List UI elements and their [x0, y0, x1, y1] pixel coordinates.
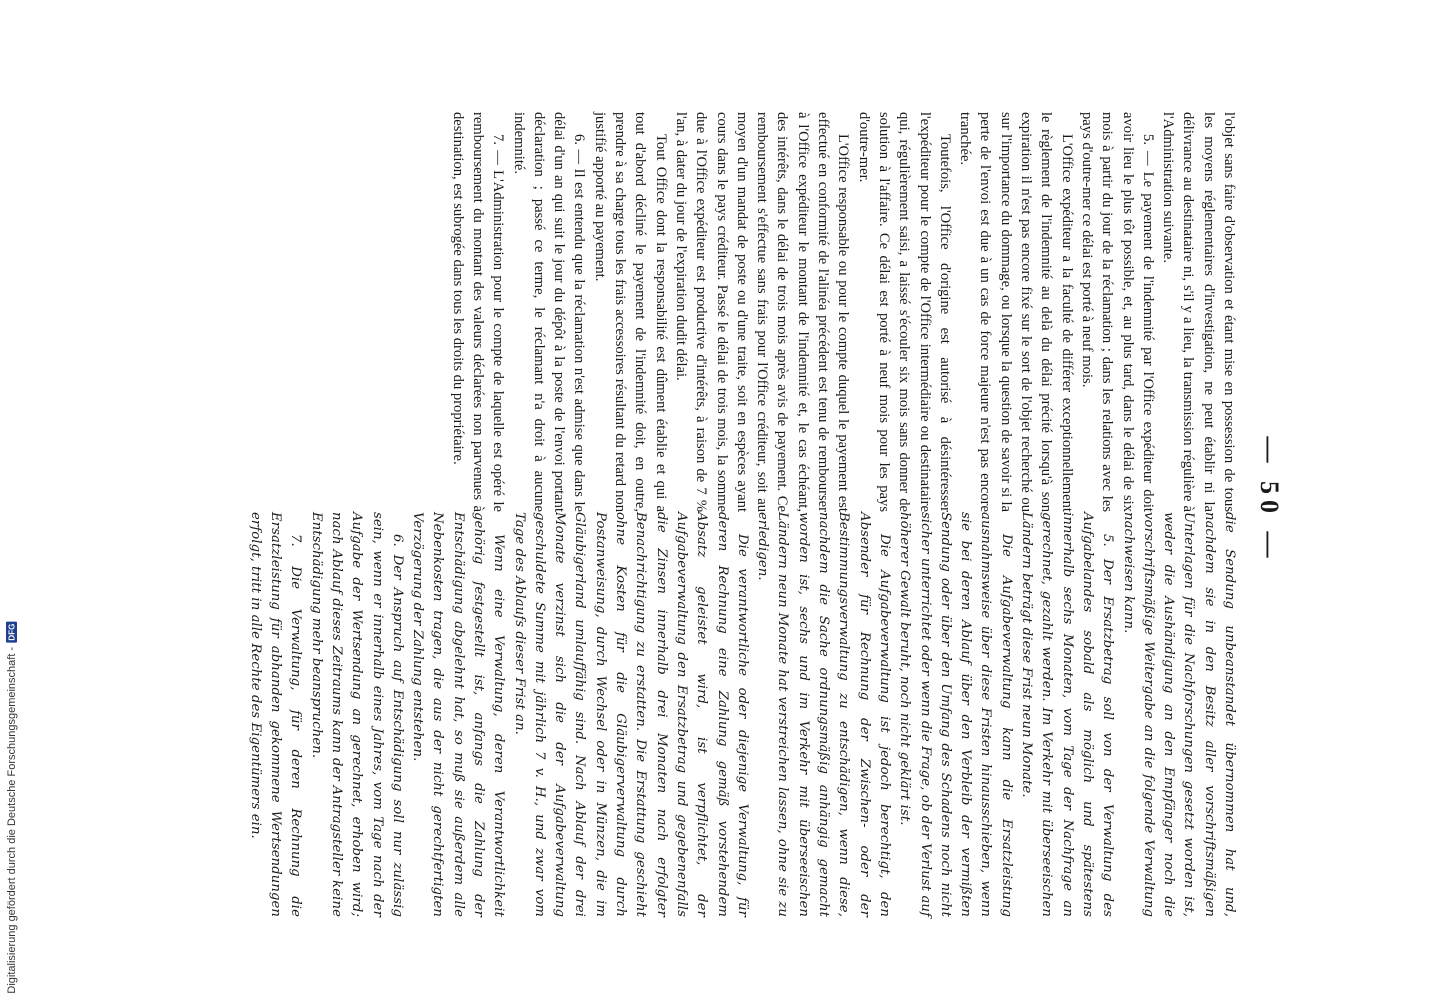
- german-column: [244, 512, 1239, 917]
- french-paragraph: L'Office responsable ou pour le compte duquel le payement est effectué en conformité de l'alinéa précédent est tenu de rembourser à l'Office expéditeur le montant de l'indemnité et, le cas échéant, des intérêts, dans le délai de trois mois après avis de payement. Ce remboursement s'effectue sans frais pour l'Office créditeur, soit au moyen d'un mandat de poste ou d'une traite, soit en espèces ayant cours dans le pays créditeur. Passé le délai de trois mois, la somme due à l'Office expéditeur est productive d'intérêts, à raison de 7 % l'an, à dater du jour de l'expiration dudit délai.: [672, 112, 852, 512]
- digitization-credit-text: Digitalisierung gefördert durch die Deutsche Forschungsgemeinschaft -: [6, 647, 18, 994]
- german-paragraph: 7. Die Verwaltung, für deren Rechnung die Ersatzleistung für abhanden gekommene Wertsendungen erfolgt, tritt in alle Rechte des Eigentümers ein.: [247, 512, 304, 917]
- german-paragraph: 6. Der Anspruch auf Entschädigung soll nur zulässig sein, wenn er innerhalb eines Jahres, vom Tage nach der Aufgabe der Wertsendung an gerechnet, erhoben wird; nach Ablauf dieses Zeitraums kann der Antragsteller keine Entschädigung mehr beanspruchen.: [308, 512, 405, 917]
- digitization-credit: [6, 622, 18, 994]
- french-paragraph: 6. — Il est entendu que la réclamation n'est admise que dans le délai d'un an qui suit le jour du dépôt à la poste de l'envoi portant déclaration ; passé ce terme, le réclamant n'a droit à aucune indemnité.: [510, 112, 588, 512]
- german-paragraph: Die Aufgabeverwaltung ist jedoch berechtigt, den Absender für Rechnung der Zwischen- oder der Bestimmungsverwaltung zu entschädigen, wenn diese, nachdem die Sache ordnungsmäßig anhängig gemacht worden ist, sechs und im Verkehr mit überseeischen Ländern neun Monate hat verstreichen lassen, ohne sie zu erledigen.: [755, 512, 892, 917]
- french-paragraph: L'Office expéditeur a la faculté de différer exceptionnellement le règlement de l'indemnité au delà du délai précité lorsqu'à son expiration il n'est pas encore fixé sur le sort de l'objet recherché ou sur l'importance du dommage, ou lorsque la question de savoir si la perte de l'envoi est due à un cas de force majeure n'est pas encore tranchée.: [957, 112, 1075, 512]
- french-paragraph: Tout Office dont la responsabilité est dûment établie et qui a tout d'abord décliné le payement de l'indemnité doit, en outre, prendre à sa charge tous les frais accessoires résultant du retard non justifié apporté au payement.: [591, 112, 669, 512]
- german-paragraph: die Sendung unbeanstandet übernommen hat und, nachdem sie in den Besitz aller vorschriftsmäßigen Unterlagen für die Nachforschungen gesetzt worden ist, weder die Aushändigung an den Empfänger noch die vorschriftsmäßige Weitergabe an die folgende Verwaltung nachweisen kann.: [1120, 512, 1237, 917]
- french-paragraph: 5. — Le payement de l'indemnité par l'Office expéditeur doit avoir lieu le plus tôt possible, et, au plus tard, dans le délai de six mois à partir du jour de la réclamation ; dans les relations avec les pays d'outre-mer ce délai est porté à neuf mois.: [1078, 112, 1156, 512]
- german-paragraph: Die verantwortliche oder diejenige Verwaltung, für deren Rechnung eine Zahlung gemäß vorstehendem Absatz geleistet wird, ist verpflichtet, der Aufgabeverwaltung den Ersatzbetrag und gegebenenfalls die Zinsen innerhalb drei Monaten nach erfolgter Benachrichtigung zu erstatten. Die Erstattung geschieht ohne Kosten für die Gläubigerverwaltung durch Postanweisung, durch Wechsel oder in Münzen, die im Gläubigerland umlauffähig sind. Nach Ablauf der drei Monate verzinst sich die der Aufgabeverwaltung geschuldete Summe mit jährlich 7 v. H., und zwar vom Tage des Ablaufs dieser Frist an.: [511, 512, 750, 917]
- french-paragraph: l'objet sans faire d'observation et étant mise en possession de tous les moyens réglementaires d'investigation, ne peut établir ni la délivrance au destinataire ni, s'il y a lieu, la transmission régulière à l'Administration suivante.: [1160, 112, 1237, 512]
- dfg-logo: DFG: [7, 624, 17, 642]
- french-paragraph: 7. — L'Administration pour le compte de laquelle est opéré le remboursement du montant des valeurs déclarées non parvenues à destination, est subrogée dans tous les droits du propriétaire.: [449, 112, 507, 512]
- french-paragraph: Toutefois, l'Office d'origine est autorisé à désintéresser l'expéditeur pour le compte de l'Office intermédiaire ou destinataire qui, régulièrement saisi, a laissé s'écouler six mois sans donner de solution à l'affaire. Ce délai est porté à neuf mois pour les pays d'outre-mer.: [855, 112, 953, 512]
- german-paragraph: Die Aufgabeverwaltung kann die Ersatzleistung ausnahmsweise über diese Fristen hinausschieben, wenn sie bei deren Ablauf über den Verbleib der vermißten Sendung oder über den Umfang des Schadens noch nicht sicher unterrichtet oder wenn die Frage, ob der Verlust auf höherer Gewalt beruht, noch nicht geklärt ist.: [897, 512, 1014, 917]
- french-column: [447, 112, 1239, 512]
- german-paragraph: Wenn eine Verwaltung, deren Verantwortlichkeit gehörig festgestellt ist, anfangs die Zahlung der Entschädigung abgelehnt hat, so muß sie außerdem alle Nebenkosten tragen, die aus der nicht gerechtfertigten Verzögerung der Zahlung entstehen.: [410, 512, 507, 917]
- german-paragraph: 5. Der Ersatzbetrag soll von der Verwaltung des Aufgabelandes sobald als möglich und spätestens innerhalb sechs Monaten, vom Tage der Nachfrage an gerechnet, gezahlt werden. Im Verkehr mit überseeischen Ländern beträgt diese Frist neun Monate.: [1019, 512, 1116, 917]
- page-number: — 50 —: [1255, 436, 1284, 564]
